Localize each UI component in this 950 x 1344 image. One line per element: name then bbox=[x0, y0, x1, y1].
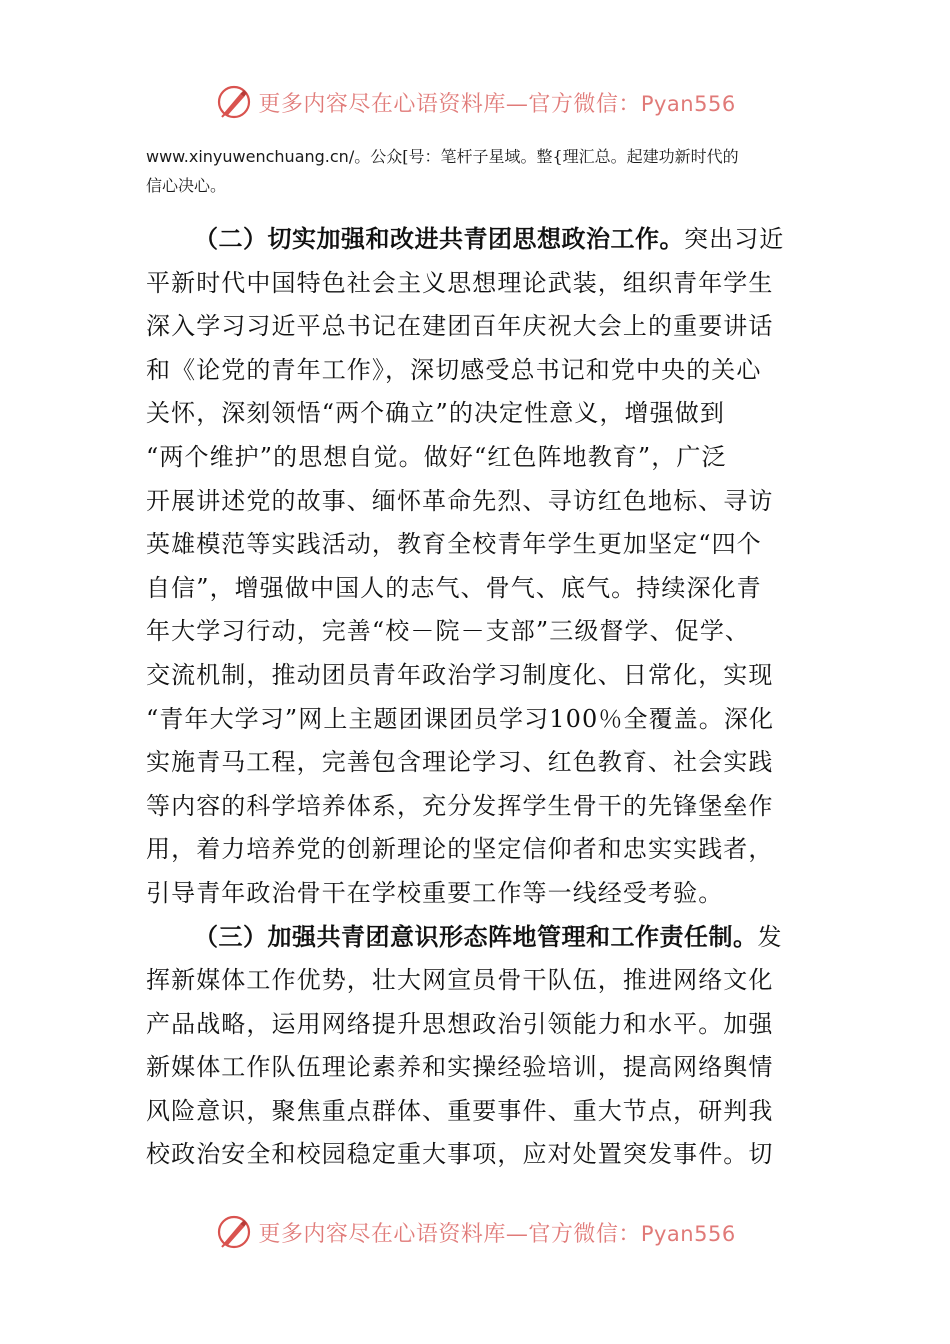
header-watermark-banner bbox=[0, 80, 950, 124]
paragraph-3 bbox=[146, 916, 816, 1178]
pen-nib-logo-icon bbox=[214, 82, 254, 122]
paragraph-3-line-6: 校政治安全和校园稳定重大事项，应对处置突发事件。切 bbox=[146, 1140, 774, 1169]
paragraph-2-line-8: 英雄模范等实践活动，教育全校青年学生更加坚定“四个 bbox=[146, 530, 762, 559]
document-body bbox=[146, 218, 816, 1177]
paragraph-2-line-14: 等内容的科学培养体系，充分发挥学生骨干的先锋堡垒作 bbox=[146, 791, 774, 820]
paragraph-2-line-7: 开展讲述党的故事、缅怀革命先烈、寻访红色地标、寻访 bbox=[146, 486, 774, 515]
banner-text bbox=[258, 87, 735, 118]
top-fragment bbox=[146, 142, 816, 200]
paragraph-3-line-2: 挥新媒体工作优势，壮大网宣员骨干队伍，推进网络文化 bbox=[146, 966, 774, 995]
paragraph-3-line-3: 产品战略，运用网络提升思想政治引领能力和水平。加强 bbox=[146, 1009, 774, 1038]
top-fragment-line-1 bbox=[146, 142, 816, 171]
banner-text-main: 更多内容尽在心语资料库—官方微信： bbox=[258, 1221, 641, 1247]
paragraph-3-line-1: 发 bbox=[757, 922, 783, 951]
footer-watermark-banner bbox=[0, 1210, 950, 1254]
banner-handle: Pyan556 bbox=[640, 91, 736, 116]
website-url: www.xinyuwenchuang.cn/ bbox=[146, 147, 355, 166]
paragraph-2-heading: （二）切实加强和改进共青团思想政治工作。 bbox=[194, 225, 684, 253]
paragraph-3-line-5: 风险意识，聚焦重点群体、重要事件、重大节点，研判我 bbox=[146, 1096, 774, 1125]
paragraph-2-line-15: 用，着力培养党的创新理论的坚定信仰者和忠实实践者， bbox=[146, 835, 774, 864]
paragraph-2-line-3: 深入学习习近平总书记在建团百年庆祝大会上的重要讲话 bbox=[146, 312, 774, 341]
banner-handle: Pyan556 bbox=[640, 1221, 736, 1246]
paragraph-2-line-9: 自信”，增强做中国人的志气、骨气、底气。持续深化青 bbox=[146, 573, 762, 602]
banner-text-main: 更多内容尽在心语资料库—官方微信： bbox=[258, 91, 641, 117]
paragraph-2-line-16: 引导青年政治骨干在学校重要工作等一线经受考验。 bbox=[146, 878, 724, 907]
paragraph-2-line-5: 关怀，深刻领悟“两个确立”的决定性意义，增强做到 bbox=[146, 399, 725, 428]
paragraph-3-heading: （三）加强共青团意识形态阵地管理和工作责任制。 bbox=[194, 922, 758, 951]
paragraph-2-line-6: “两个维护”的思想自觉。做好“红色阵地教育”，广泛 bbox=[146, 442, 727, 471]
paragraph-2-line-4: 和《论党的青年工作》，深切感受总书记和党中央的关心 bbox=[146, 355, 762, 384]
paragraph-2-line-10: 年大学习行动，完善“校－院－支部”三级督学、促学、 bbox=[146, 617, 751, 646]
paragraph-2-line-2: 平新时代中国特色社会主义思想理论武装，组织青年学生 bbox=[146, 268, 774, 297]
banner-text bbox=[258, 1217, 735, 1248]
top-fragment-line-2: 信心决心。 bbox=[146, 176, 227, 195]
pen-nib-logo-icon bbox=[214, 1212, 254, 1252]
paragraph-2 bbox=[146, 218, 816, 916]
paragraph-3-line-4: 新媒体工作队伍理论素养和实操经验培训，提高网络舆情 bbox=[146, 1053, 774, 1082]
paragraph-2-line-11: 交流机制，推动团员青年政治学习制度化、日常化，实现 bbox=[146, 660, 774, 689]
paragraph-2-line-1: 突出习近 bbox=[684, 225, 785, 253]
top-fragment-line-1-rest: 。公众[号：笔杆子星域。整{理汇总。起建功新时代的 bbox=[354, 147, 739, 166]
paragraph-2-line-12: “青年大学习”网上主题团课团员学习100％全覆盖。深化 bbox=[146, 704, 775, 733]
paragraph-2-line-13: 实施青马工程，完善包含理论学习、红色教育、社会实践 bbox=[146, 748, 774, 777]
